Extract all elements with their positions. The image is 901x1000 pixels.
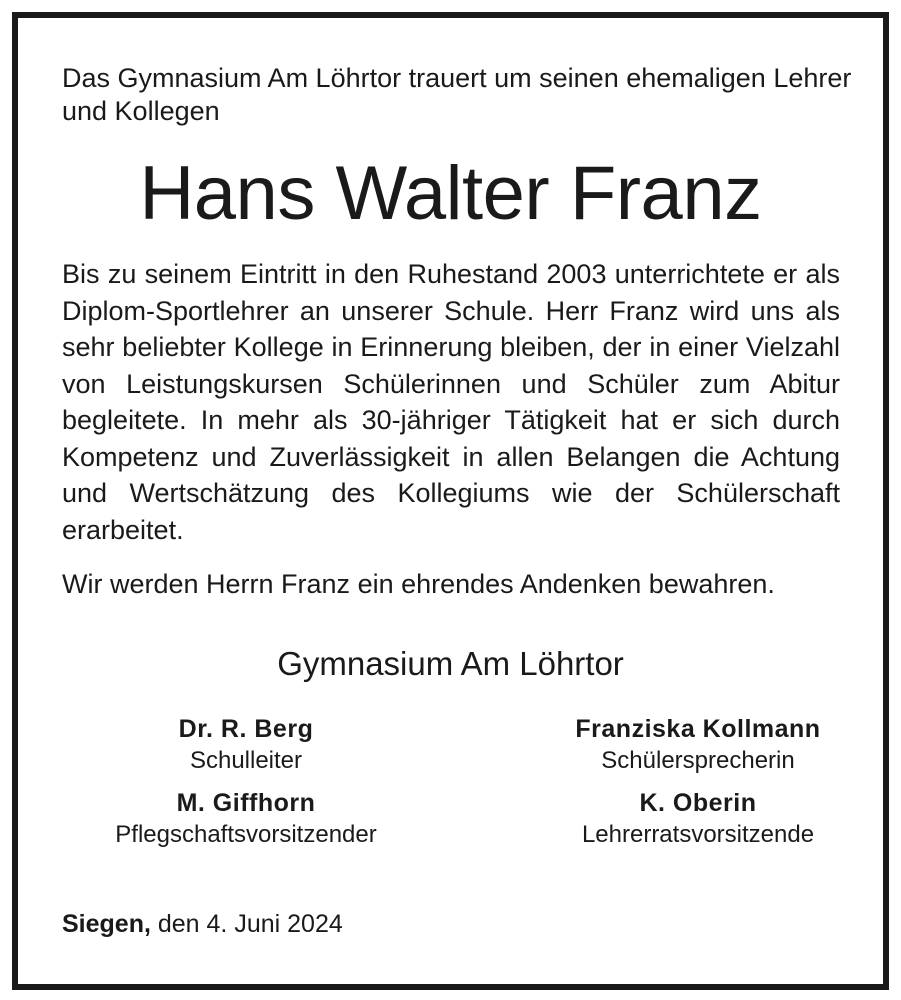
obituary-body: Bis zu seinem Eintritt in den Ruhestand 2003 unterrichtete er als Diplom-Sportlehrer an unserer Schule. Herr Franz wird uns als sehr beliebter Kollege in Erinnerung bleiben, der in einer Vielzahl von Leistungskursen Schülerinnen und Schüler zum Abitur begleitete. In mehr als 30-jähriger Tätigkeit hat er sich durch Kompetenz und Zuverlässigkeit in allen Belangen die Achtung und Wertschätzung des Kollegiums wie der Schülerschaft erarbeitet. <box>62 259 840 545</box>
date: den 4. Juni 2024 <box>157 910 343 938</box>
signatory-name: K. Oberin <box>639 789 757 817</box>
signatory-name: Dr. R. Berg <box>178 715 314 743</box>
signatory-role: Schülersprecherin <box>601 747 795 774</box>
deceased-name: Hans Walter Franz <box>139 151 762 236</box>
signatory-name: M. Giffhorn <box>176 789 316 817</box>
signatory-teachers-council-chair <box>498 787 898 851</box>
intro-text: Das Gymnasium Am Löhrtor trauert um seinen ehemaligen Lehrer und Kollegen <box>62 63 852 126</box>
closing-sentence: Wir werden Herrn Franz ein ehrendes Andenken bewahren. <box>62 569 775 599</box>
signatory-name: Franziska Kollmann <box>575 715 821 743</box>
signatory-role: Lehrerratsvorsitzende <box>581 821 815 848</box>
signatory-role: Pflegschaftsvorsitzender <box>115 821 377 848</box>
signatory-parents-chair <box>46 787 446 851</box>
organization-name: Gymnasium Am Löhrtor <box>277 645 624 682</box>
place: Siegen, <box>62 910 151 938</box>
signatory-student-speaker <box>498 713 898 777</box>
signatory-role: Schulleiter <box>189 747 303 774</box>
place-and-date <box>62 907 343 941</box>
signatory-principal <box>46 713 446 777</box>
